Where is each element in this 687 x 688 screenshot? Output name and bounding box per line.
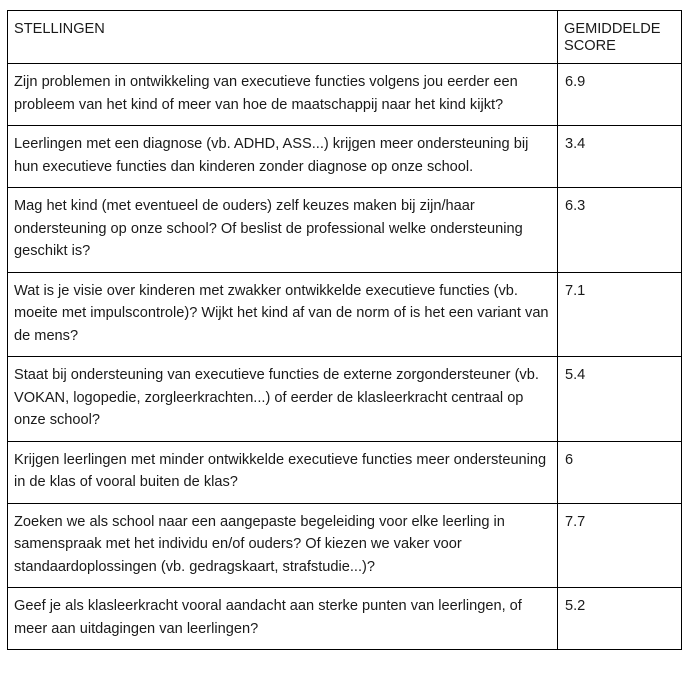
survey-table-container <box>7 10 682 650</box>
table-row <box>8 64 682 126</box>
statement-cell: Staat bij ondersteuning van executieve functies de externe zorgondersteuner (vb. VOKAN, logopedie, zorgleerkrachten...) of eerder de klasleerkracht centraal op onze school? <box>8 357 558 442</box>
score-cell: 5.2 <box>558 588 682 650</box>
table-header-row <box>8 11 682 64</box>
statement-cell: Geef je als klasleerkracht vooral aandacht aan sterke punten van leerlingen, of meer aan uitdagingen van leerlingen? <box>8 588 558 650</box>
statement-cell: Leerlingen met een diagnose (vb. ADHD, ASS...) krijgen meer ondersteuning bij hun executieve functies dan kinderen zonder diagnose op onze school. <box>8 126 558 188</box>
score-cell: 5.4 <box>558 357 682 442</box>
table-row <box>8 357 682 442</box>
statement-cell: Wat is je visie over kinderen met zwakker ontwikkelde executieve functies (vb. moeite met impulscontrole)? Wijkt het kind af van de norm of is het een variant van de mens? <box>8 272 558 357</box>
header-statements: STELLINGEN <box>8 11 558 64</box>
score-cell: 6.3 <box>558 188 682 273</box>
survey-table <box>7 10 682 650</box>
score-cell: 7.7 <box>558 503 682 588</box>
table-row <box>8 272 682 357</box>
statement-cell: Zoeken we als school naar een aangepaste begeleiding voor elke leerling in samenspraak met het individu en/of ouders? Of kiezen we vaker voor standaardoplossingen (vb. gedragskaart, strafstudie...)? <box>8 503 558 588</box>
table-row <box>8 588 682 650</box>
score-cell: 3.4 <box>558 126 682 188</box>
statement-cell: Mag het kind (met eventueel de ouders) zelf keuzes maken bij zijn/haar ondersteuning op onze school? Of beslist de professional welke ondersteuning geschikt is? <box>8 188 558 273</box>
statement-cell: Krijgen leerlingen met minder ontwikkelde executieve functies meer ondersteuning in de klas of vooral buiten de klas? <box>8 441 558 503</box>
score-cell: 7.1 <box>558 272 682 357</box>
table-row <box>8 188 682 273</box>
score-cell: 6.9 <box>558 64 682 126</box>
header-average-score: GEMIDDELDE SCORE <box>558 11 682 64</box>
table-row <box>8 441 682 503</box>
table-row <box>8 126 682 188</box>
table-row <box>8 503 682 588</box>
statement-cell: Zijn problemen in ontwikkeling van executieve functies volgens jou eerder een probleem van het kind of meer van hoe de maatschappij naar het kind kijkt? <box>8 64 558 126</box>
score-cell: 6 <box>558 441 682 503</box>
